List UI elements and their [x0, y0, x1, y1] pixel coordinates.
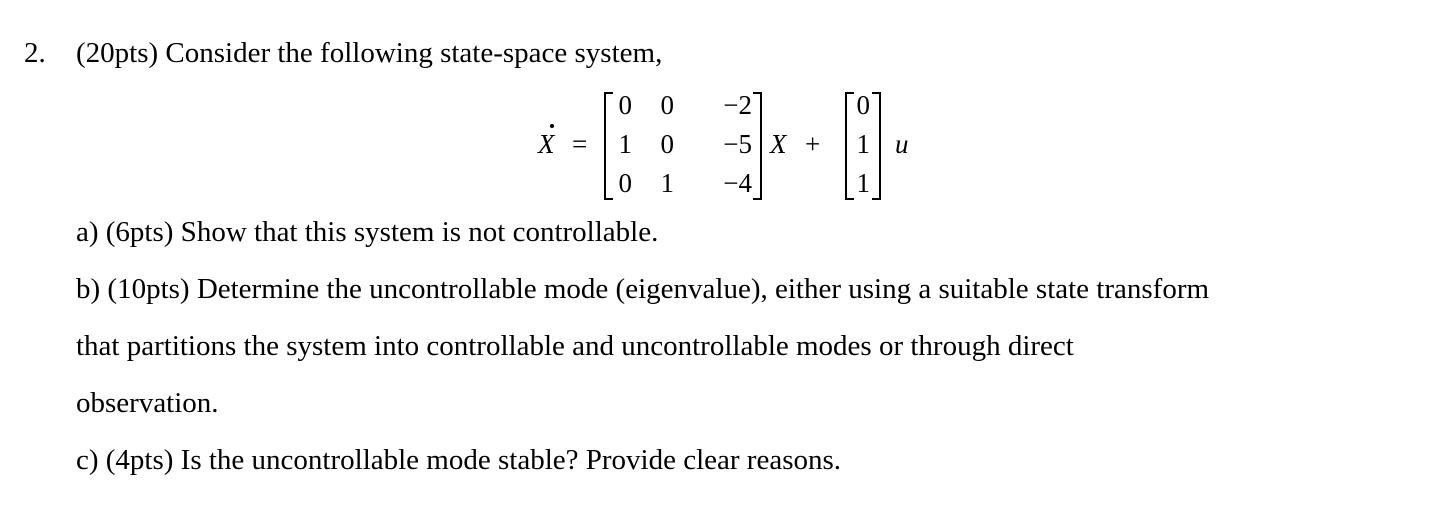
matrix-a-right-bracket [753, 92, 762, 200]
matrix-b-cell: 0 [856, 90, 870, 120]
equation-plus: + [805, 129, 821, 159]
part-a: a) (6pts) Show that this system is not controllable. [76, 216, 659, 248]
derivative-dot [550, 124, 554, 128]
matrix-b-right-bracket [872, 92, 881, 200]
part-b-line-2: that partitions the system into controllable and uncontrollable modes or through direct [76, 330, 1074, 362]
equation-state: X [770, 129, 787, 159]
equation-equals: = [572, 129, 588, 159]
matrix-b-cell: 1 [856, 129, 870, 159]
matrix-a-cell: 0 [618, 168, 632, 198]
matrix-a-cell: −5 [723, 129, 752, 159]
matrix-a-cell: −4 [723, 168, 752, 198]
matrix-a-cell: 0 [660, 90, 674, 120]
matrix-a-cell: 0 [660, 129, 674, 159]
question-header-text: (20pts) Consider the following state-space system, [76, 37, 663, 69]
part-b-line-3: observation. [76, 387, 219, 419]
question-number: 2. [24, 37, 46, 69]
part-c: c) (4pts) Is the uncontrollable mode stable? Provide clear reasons. [76, 444, 842, 476]
matrix-a-cell: 1 [660, 168, 674, 198]
question-header [24, 36, 662, 70]
part-b-line-1: b) (10pts) Determine the uncontrollable mode (eigenvalue), either using a suitable state transform [76, 273, 1210, 305]
matrix-a-cell: 0 [618, 90, 632, 120]
matrix-a-cell: −2 [723, 90, 752, 120]
equation-input: u [895, 129, 909, 159]
matrix-a-left-bracket [604, 92, 613, 200]
equation-lhs: X [538, 129, 555, 159]
matrix-a-cell: 1 [618, 129, 632, 159]
matrix-b-cell: 1 [856, 168, 870, 198]
